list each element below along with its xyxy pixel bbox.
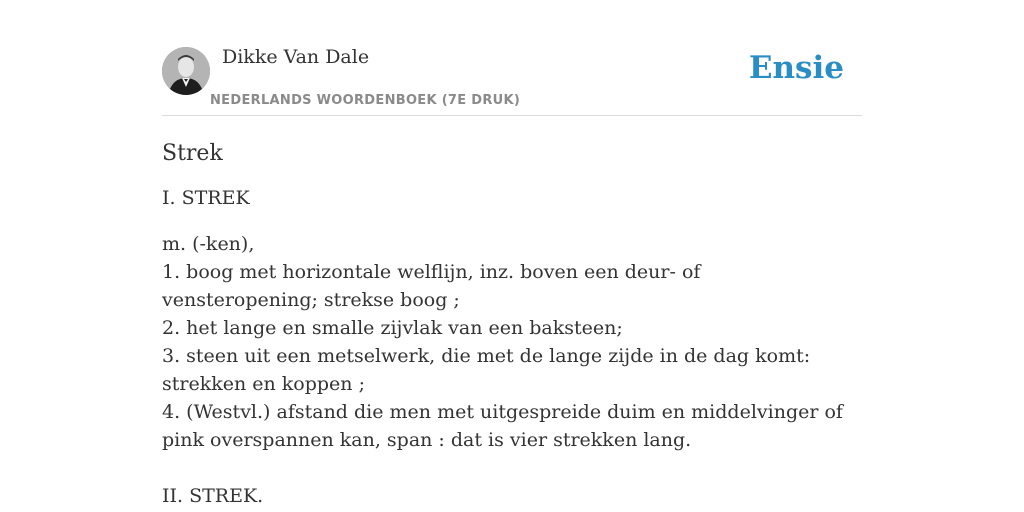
brand-logo[interactable]: Ensie (748, 50, 844, 86)
portrait-icon (162, 47, 210, 95)
definition-line: m. (-ken), (162, 233, 255, 255)
definition (162, 230, 862, 454)
author-avatar[interactable] (162, 47, 210, 95)
header (162, 40, 862, 116)
entry-content (162, 137, 862, 510)
section-heading: I. STREK (162, 187, 250, 209)
section-heading: II. STREK. (162, 485, 264, 507)
author-name[interactable]: Dikke Van Dale (222, 46, 370, 68)
definition-line: 4. (Westvl.) afstand die men met uitgespreide duim en middelvinger of pink overspannen kan, span : dat is vier strekken lang. (162, 401, 843, 451)
entry-title: Strek (162, 141, 223, 166)
definition-line: 2. het lange en smalle zijvlak van een baksteen; (162, 317, 623, 339)
dictionary-subtitle[interactable]: NEDERLANDS WOORDENBOEK (7E DRUK) (210, 93, 521, 108)
definition-line: 1. boog met horizontale welflijn, inz. boven een deur- of vensteropening; strekse boog ; (162, 261, 701, 311)
definition-line: 3. steen uit een metselwerk, die met de lange zijde in de dag komt: strekken en koppen ; (162, 345, 811, 395)
